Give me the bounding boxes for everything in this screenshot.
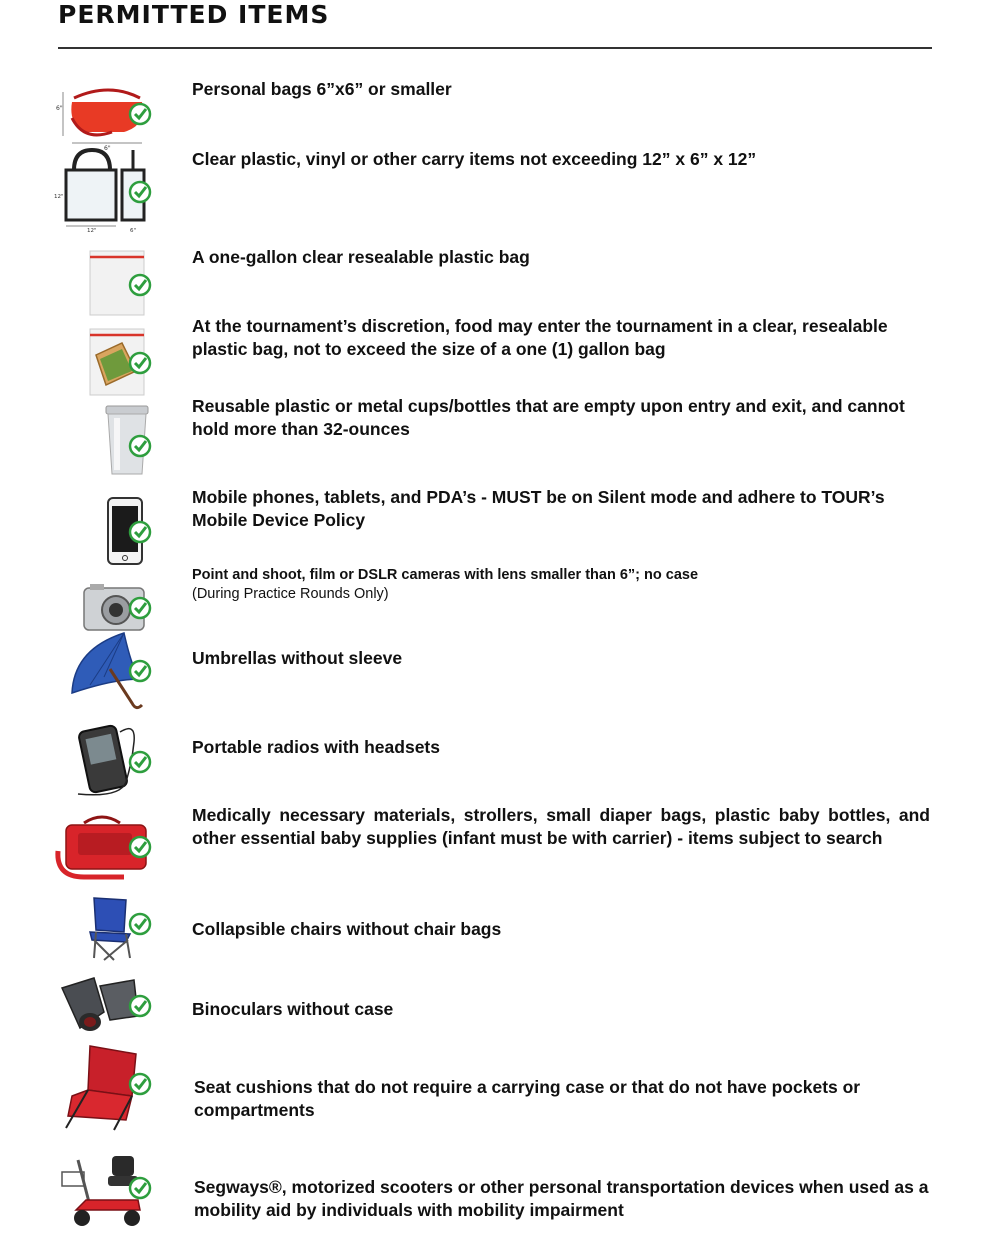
list-item <box>54 628 934 712</box>
resealable-bag-icon <box>54 240 154 326</box>
list-item <box>54 884 934 954</box>
item-text: A one-gallon clear resealable plastic bag <box>192 247 530 267</box>
sandwich-bag-icon <box>54 318 154 404</box>
list-item <box>54 240 934 312</box>
item-note: (During Practice Rounds Only) <box>192 586 389 602</box>
item-text: Reusable plastic or metal cups/bottles that are empty upon entry and exit, and cannot hold more than 32-ounces <box>192 396 905 439</box>
list-item <box>54 72 934 152</box>
item-text: Segways®, motorized scooters or other personal transportation devices when used as a mobility aid by individuals with mobility impairment <box>194 1177 929 1220</box>
item-text <box>192 566 930 604</box>
diaper-bag-icon <box>54 804 154 890</box>
item-text: Clear plastic, vinyl or other carry items not exceeding 12” x 6” x 12” <box>192 149 757 169</box>
list-item <box>54 962 934 1028</box>
list-item <box>54 566 934 624</box>
tote-width-label: 12" <box>87 228 97 234</box>
item-text: Medically necessary materials, strollers, small diaper bags, plastic baby bottles, and other essential baby supplies (infant must be with carrier) - items subject to search <box>192 805 930 848</box>
list-item <box>54 804 934 876</box>
binoculars-icon <box>54 962 154 1048</box>
item-text: Collapsible chairs without chair bags <box>192 919 502 939</box>
item-text: Mobile phones, tablets, and PDA’s - MUST be on Silent mode and adhere to TOUR’s Mobile Device Policy <box>192 487 885 530</box>
list-item <box>54 718 934 796</box>
tote-depth-label: 6" <box>130 228 137 234</box>
item-text-main: Point and shoot, film or DSLR cameras with lens smaller than 6”; no case <box>192 567 699 583</box>
item-text: Personal bags 6”x6” or smaller <box>192 79 452 99</box>
list-item <box>54 146 934 232</box>
portable-radio-icon <box>54 718 154 804</box>
clear-tote-bag-icon <box>54 146 154 232</box>
page-title: PERMITTED ITEMS <box>58 0 330 29</box>
tumbler-cup-icon <box>54 398 154 484</box>
list-item <box>54 398 934 476</box>
bag-width-label: 6" <box>104 145 111 152</box>
list-item <box>54 488 934 558</box>
list-item <box>54 1040 934 1136</box>
list-item <box>54 1150 934 1234</box>
title-divider <box>58 47 932 49</box>
mobile-phone-icon <box>54 488 154 574</box>
tote-height-label: 12" <box>54 194 64 200</box>
item-text: At the tournament’s discretion, food may enter the tournament in a clear, resealable plastic bag, not to exceed the size of a one (1) gallon bag <box>192 316 888 359</box>
item-text: Binoculars without case <box>192 999 394 1019</box>
item-text: Portable radios with headsets <box>192 737 440 757</box>
seat-cushion-icon <box>54 1040 154 1136</box>
list-item <box>54 318 934 390</box>
item-text: Umbrellas without sleeve <box>192 648 403 668</box>
mobility-scooter-icon <box>54 1150 154 1234</box>
folding-chair-icon <box>54 884 154 970</box>
item-text: Seat cushions that do not require a carrying case or that do not have pockets or compartments <box>194 1077 861 1120</box>
bag-height-label: 6" <box>56 105 63 112</box>
umbrella-icon <box>54 628 154 714</box>
